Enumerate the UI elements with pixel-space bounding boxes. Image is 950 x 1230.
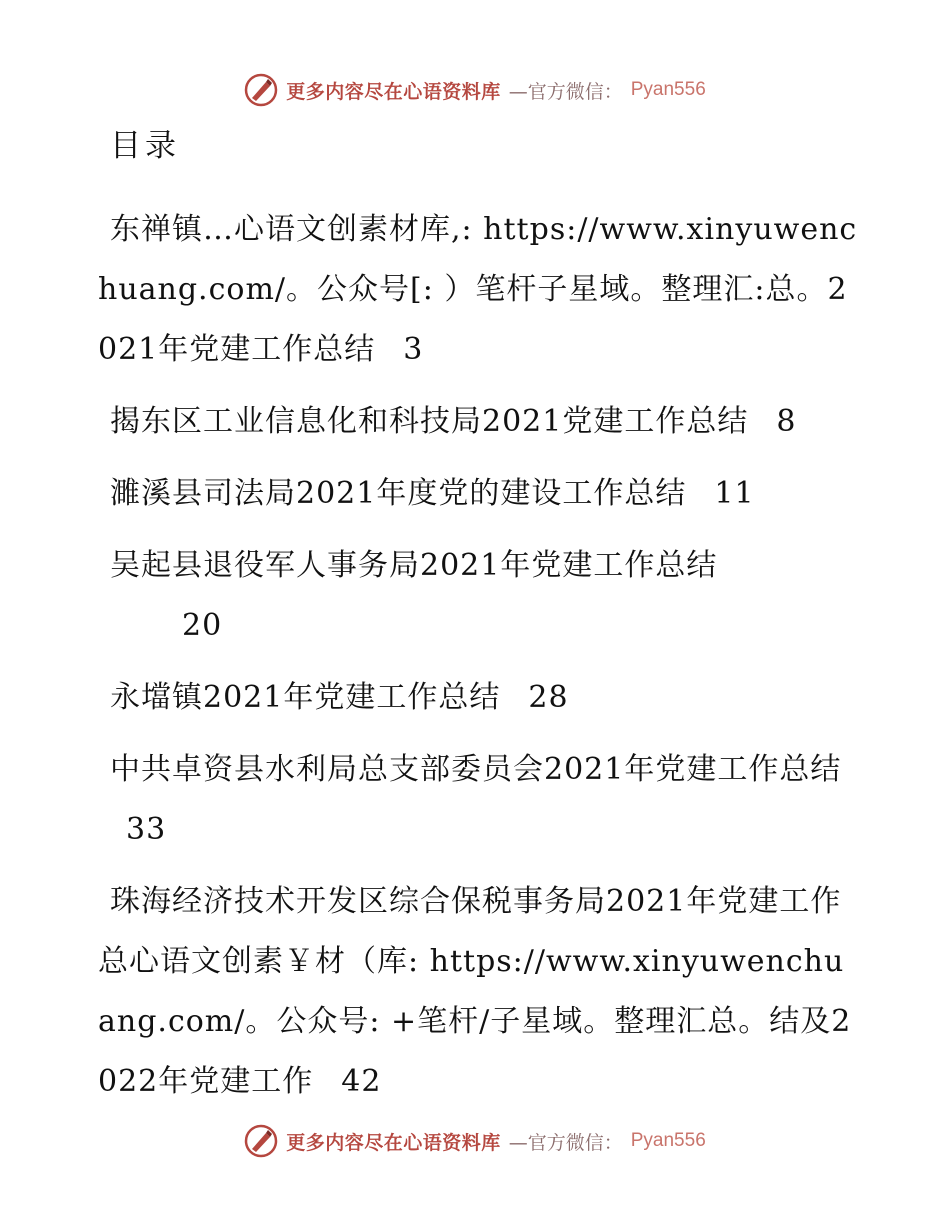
banner-official-text: —官方微信： [508, 80, 623, 103]
toc-entry-text: 东禅镇…心语文创素材库,: https://www.xinyuwenchuang.com/。公众号[: ）笔杆子星域。整理汇:总。2021年党建工作总结 [98, 212, 858, 367]
toc-entry[interactable] [98, 536, 858, 656]
pen-logo-icon [244, 1124, 278, 1158]
toc-entry-page: 8 [776, 404, 797, 439]
header-watermark-banner [0, 70, 950, 110]
toc-entry-page: 11 [714, 476, 755, 511]
toc-entry-text: 吴起县退役军人事务局2021年党建工作总结 [110, 548, 718, 583]
toc-entry[interactable] [98, 392, 858, 452]
toc-entry[interactable] [98, 200, 858, 380]
toc-entry[interactable] [98, 668, 858, 728]
toc-entry[interactable] [98, 740, 858, 860]
toc-entry-text: 永壋镇2021年党建工作总结 [110, 680, 501, 715]
toc-entry-page: 20 [182, 608, 223, 643]
banner-brand-text: 更多内容尽在心语资料库 [286, 80, 501, 103]
footer-watermark-banner [0, 1121, 950, 1161]
toc-entry[interactable] [98, 464, 858, 524]
toc-title: 目录 [110, 128, 180, 164]
banner-official-text: —官方微信： [508, 1131, 623, 1154]
toc-entry-text: 中共卓资县水利局总支部委员会2021年党建工作总结 [110, 752, 842, 787]
toc-entry-text: 濉溪县司法局2021年度党的建设工作总结 [110, 476, 687, 511]
toc-entry-page: 42 [341, 1064, 382, 1099]
banner-brand-text: 更多内容尽在心语资料库 [286, 1131, 501, 1154]
toc-entry-page: 28 [528, 680, 569, 715]
toc-entry[interactable] [98, 872, 858, 1112]
toc-list [98, 200, 858, 1124]
pen-logo-icon [244, 73, 278, 107]
toc-entry-page: 33 [126, 812, 167, 847]
toc-entry-text: 揭东区工业信息化和科技局2021党建工作总结 [110, 404, 749, 439]
banner-wechat-id: Pyan556 [630, 79, 706, 100]
toc-entry-page: 3 [403, 332, 424, 367]
banner-wechat-id: Pyan556 [630, 1130, 706, 1151]
toc-entry-text: 珠海经济技术开发区综合保税事务局2021年党建工作总心语文创素￥材（库: https://www.xinyuwenchuang.com/。公众号: +笔杆/子星域。整理汇总。结及2022年党建工作 [98, 884, 852, 1099]
